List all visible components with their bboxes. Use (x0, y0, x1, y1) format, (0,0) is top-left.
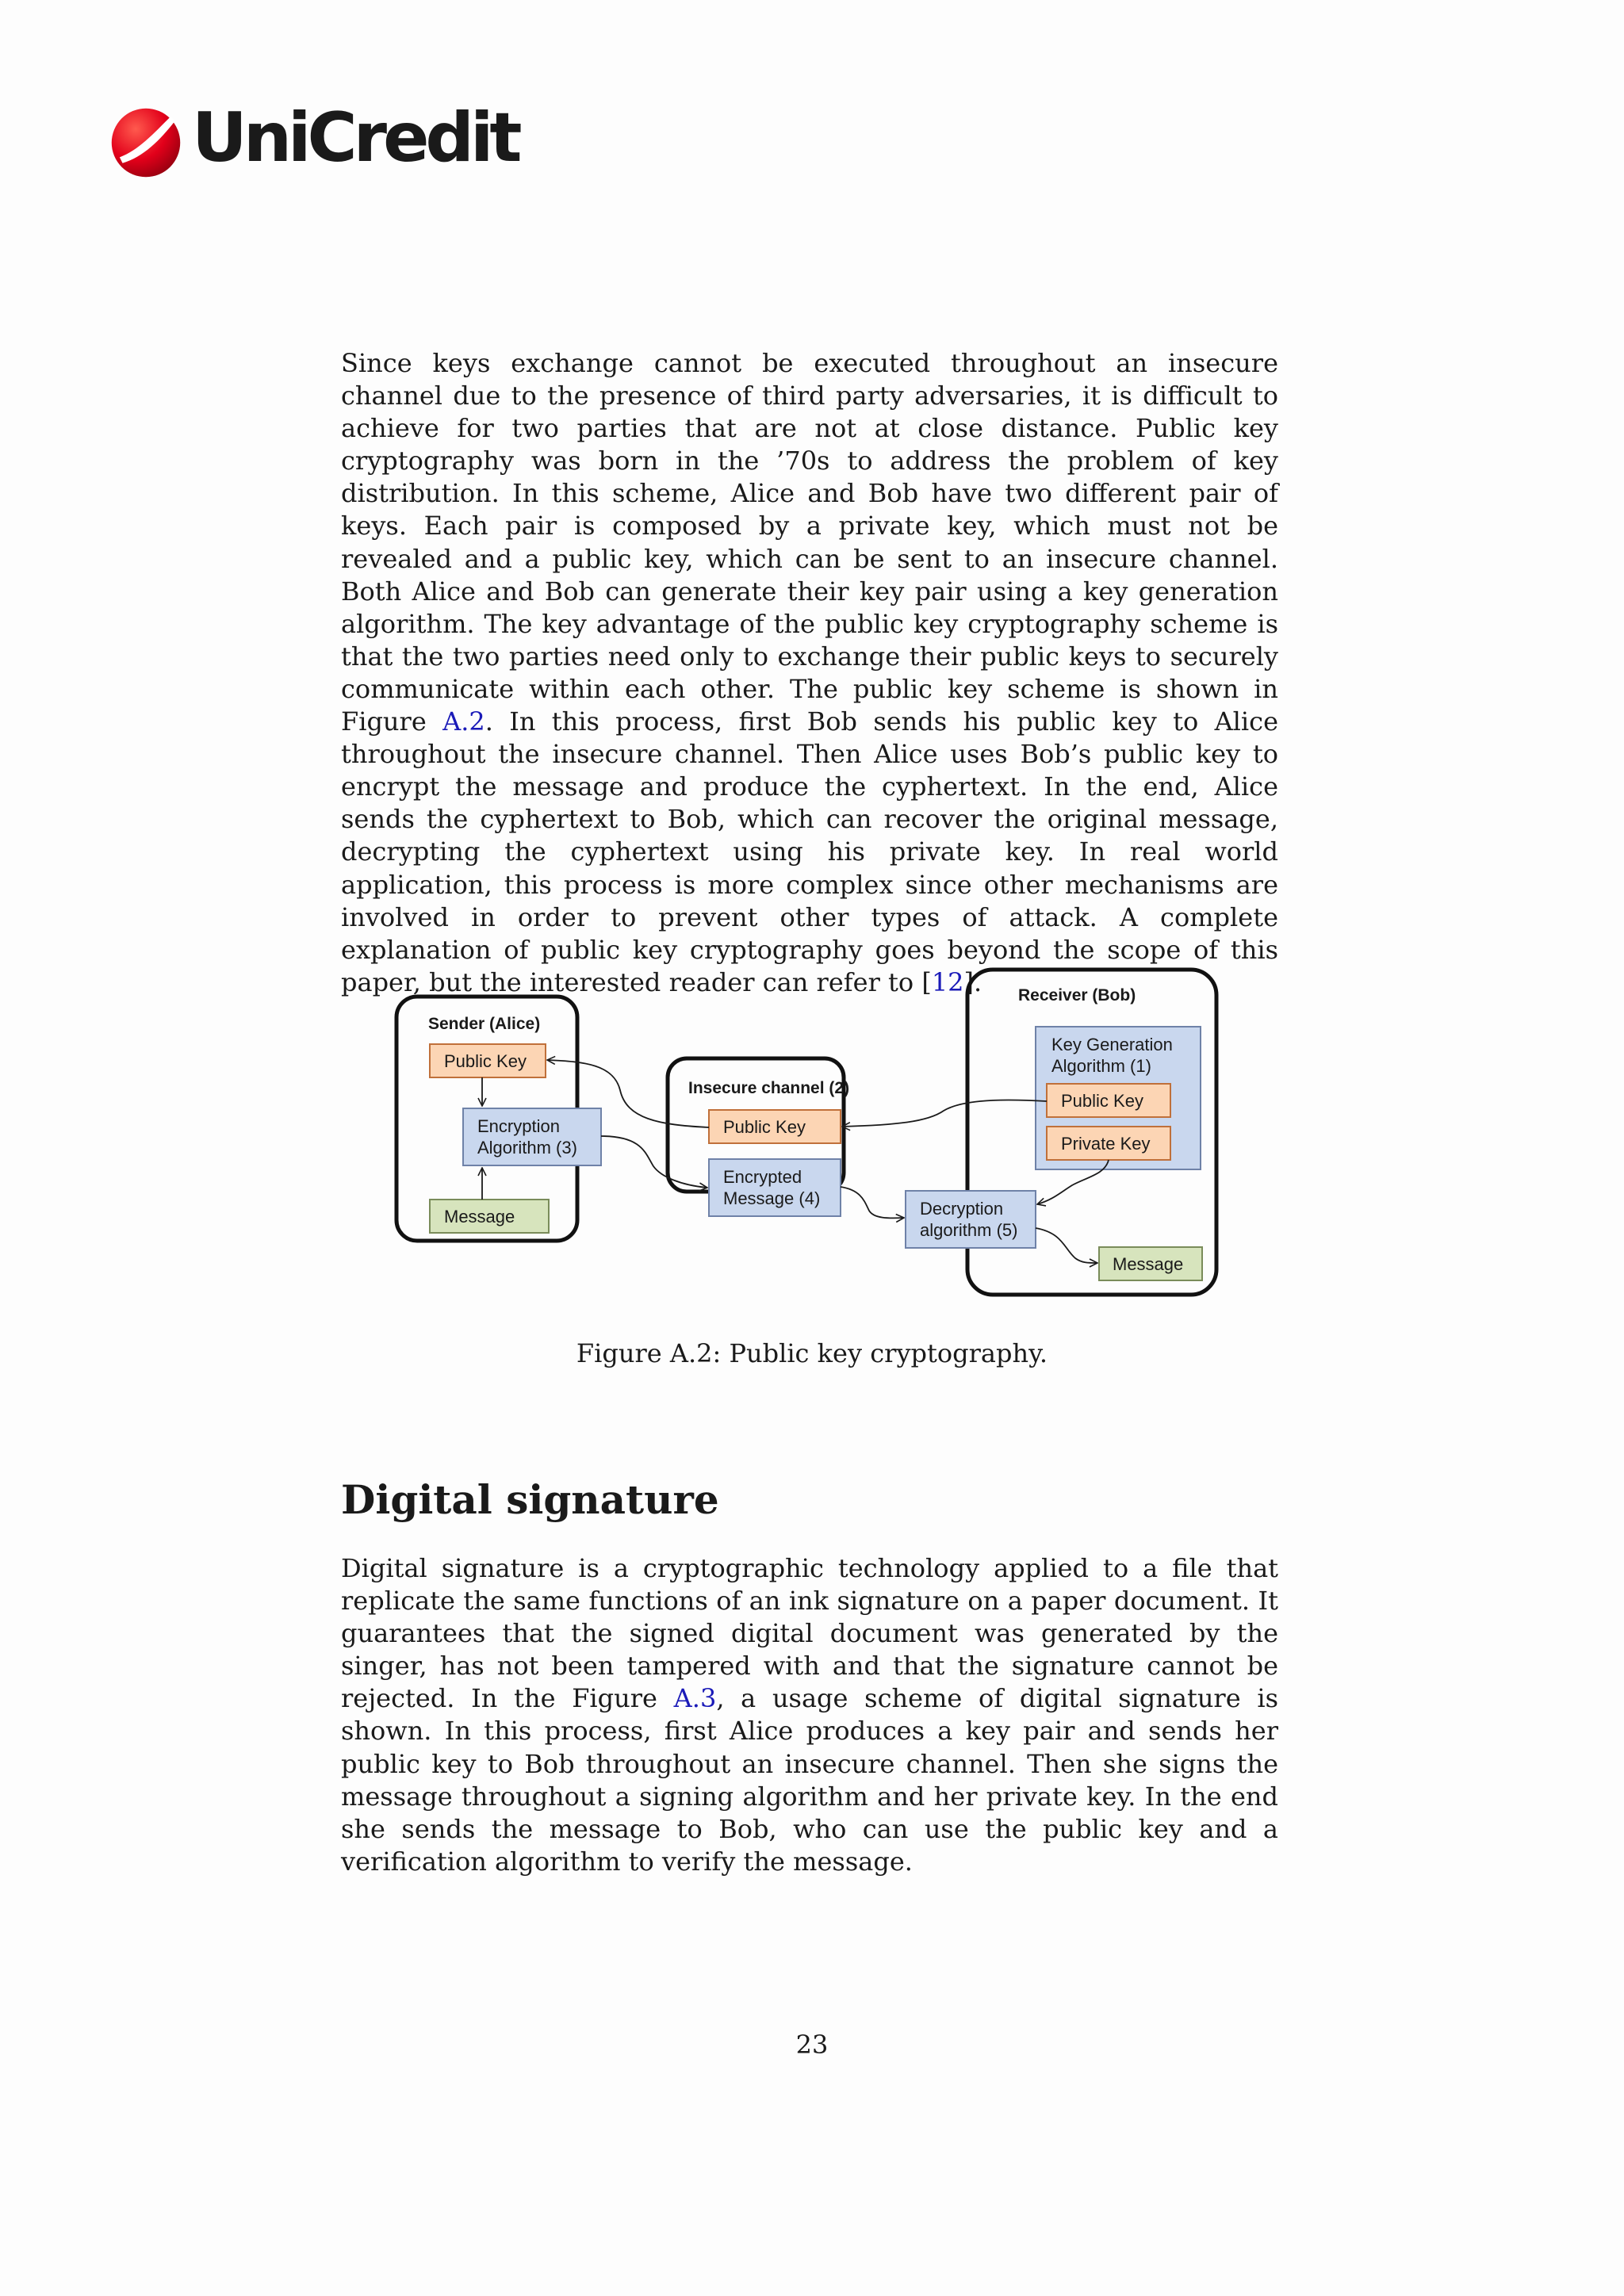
arrow-encryption-to-encrypted-message (601, 1136, 707, 1188)
sender-message-label: Message (444, 1207, 515, 1226)
decryption-algorithm-label-2: algorithm (5) (920, 1220, 1018, 1240)
receiver-public-key-label: Public Key (1061, 1091, 1143, 1111)
unicredit-logo-icon (109, 106, 182, 179)
body-paragraph-public-key (341, 347, 1278, 999)
sender-public-key-label: Public Key (444, 1051, 527, 1071)
paragraph-text: , a usage scheme of digital signature is shown. In this process, first Alice produces a key pair and sends her public key to Bob throughout an insecure channel. Then she signs the message throughout a signing algorithm and her private key. In the end she sends the message to Bob, who can use the public key and a verification algorithm to verify the message. (341, 1683, 1279, 1877)
key-generation-label-1: Key Generation (1051, 1035, 1173, 1054)
receiver-title: Receiver (Bob) (1018, 986, 1136, 1004)
encrypted-message-label-1: Encrypted (723, 1167, 802, 1187)
sender-title: Sender (Alice) (428, 1015, 541, 1033)
section-heading: Digital signature (341, 1476, 719, 1523)
channel-public-key-label: Public Key (723, 1117, 806, 1137)
citation-link[interactable]: 12 (931, 966, 964, 997)
logo-wordmark: UniCredit (192, 98, 519, 178)
encryption-algorithm-label-1: Encryption (477, 1116, 560, 1136)
paragraph-text: Since keys exchange cannot be executed throughout an insecure channel due to the presence of third party adversaries, it is difficult to achieve for two parties that are not at close distance. Public key cryptography was born in the ’70s to address the problem of key distribution. In this scheme, Alice and Bob have two different pair of keys. Each pair is composed by a private key, which must not be revealed and a public key, which can be sent to an insecure channel. Both Alice and Bob can generate their key pair using a key generation algorithm. The key advantage of the public key cryptography scheme is that the two parties need only to exchange their public keys to securely communicate within each other. The public key scheme is shown in Figure (341, 348, 1278, 737)
figure-caption: Figure A.2: Public key cryptography. (576, 1338, 1048, 1368)
paragraph-text: . In this process, first Bob sends his public key to Alice throughout the insecure channel. Then Alice uses Bob’s public key to encrypt the message and produce the cyphertext. In the end, Alice sends the cyphertext to Bob, which can recover the original message, decrypting the cyphertext using his private key. In real world application, this process is more complex since other mechanisms are involved in order to prevent other types of attack. A complete explanation of public key cryptography goes beyond the scope of this paper, but the interested reader can refer to [ (341, 706, 1279, 997)
figure-reference-link[interactable]: A.3 (673, 1683, 717, 1714)
key-generation-label-2: Algorithm (1) (1051, 1056, 1151, 1076)
receiver-private-key-label: Private Key (1061, 1134, 1151, 1154)
encrypted-message-label-2: Message (4) (723, 1188, 821, 1208)
diagram-canvas (389, 963, 1229, 1304)
body-paragraph-digital-signature (341, 1552, 1278, 1878)
paragraph-text: ]. (963, 966, 982, 997)
paragraph-text: Digital signature is a cryptographic technology applied to a file that replicate the same functions of an ink signature on a paper document. It guarantees that the signed digital document was generated by the singer, has not been tampered with and that the signature cannot be rejected. In the Figure (341, 1553, 1278, 1714)
arrow-bob-pubkey-to-channel (842, 1100, 1047, 1127)
page-number: 23 (795, 2030, 829, 2060)
arrow-decryption-to-message (1036, 1228, 1097, 1263)
unicredit-logo (109, 98, 519, 184)
receiver-message-label: Message (1113, 1254, 1184, 1274)
public-key-cryptography-diagram (389, 963, 1229, 1304)
encryption-algorithm-label-2: Algorithm (3) (477, 1138, 577, 1158)
figure-reference-link[interactable]: A.2 (442, 706, 485, 737)
arrow-encrypted-message-to-decryption (841, 1187, 904, 1218)
decryption-algorithm-label-1: Decryption (920, 1199, 1004, 1219)
insecure-channel-title: Insecure channel (2) (688, 1079, 850, 1097)
